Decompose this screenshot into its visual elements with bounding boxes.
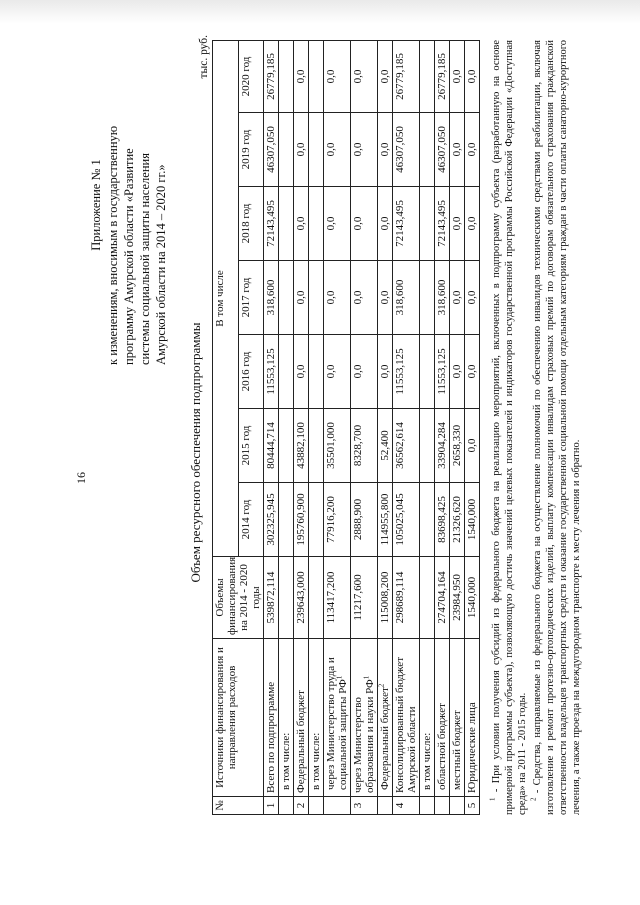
cell-year-value: 46307,050 [435, 113, 450, 187]
cell-year-value: 0,0 [450, 187, 465, 261]
cell-year-value: 0,0 [351, 41, 378, 113]
cell-year-value [279, 483, 294, 557]
cell-total: 1540,000 [465, 557, 480, 639]
cell-year-value: 0,0 [294, 261, 309, 335]
col-header-year: 2014 год [238, 483, 264, 557]
col-header-year: 2015 год [238, 409, 264, 483]
cell-year-value: 0,0 [378, 113, 393, 187]
funding-table [212, 40, 480, 815]
cell-year-value: 0,0 [465, 113, 480, 187]
cell-year-value: 33904,284 [435, 409, 450, 483]
cell-year-value [279, 113, 294, 187]
cell-year-value: 0,0 [324, 335, 351, 409]
cell-total: 539872,114 [264, 557, 279, 639]
table-row [465, 41, 480, 815]
cell-year-value: 36562,614 [393, 409, 420, 483]
appendix-line: системы социальной защиты населения [138, 153, 152, 365]
cell-year-value: 0,0 [351, 335, 378, 409]
cell-year-value: 80444,714 [264, 409, 279, 483]
cell-year-value: 318,600 [264, 261, 279, 335]
table-row [450, 41, 465, 815]
cell-year-value: 195760,900 [294, 483, 309, 557]
row-label [435, 639, 450, 797]
cell-year-value: 21326,620 [450, 483, 465, 557]
cell-year-value: 318,600 [435, 261, 450, 335]
cell-year-value: 0,0 [324, 187, 351, 261]
row-number [420, 797, 435, 815]
row-label-text: Консолидированный бюджет Амурской области [394, 656, 418, 793]
cell-year-value: 0,0 [450, 41, 465, 113]
cell-year-value [309, 335, 324, 409]
cell-year-value: 0,0 [324, 113, 351, 187]
table-row [378, 41, 393, 815]
table-row [435, 41, 450, 815]
row-label-text: через Министерство образования и науки РФ [352, 679, 376, 793]
funding-table-wrapper [212, 41, 480, 815]
cell-year-value: 72143,495 [393, 187, 420, 261]
row-label [309, 639, 324, 797]
appendix-line: к изменениям, вносимым в государственную [106, 125, 120, 365]
appendix-line: Приложение № 1 [89, 159, 103, 251]
cell-year-value [420, 187, 435, 261]
cell-year-value: 72143,495 [264, 187, 279, 261]
cell-year-value: 114955,800 [378, 483, 393, 557]
cell-year-value: 8328,700 [351, 409, 378, 483]
table-row [420, 41, 435, 815]
row-label-text: в том числе: [280, 732, 292, 790]
footnote [531, 40, 583, 815]
cell-year-value: 2888,900 [351, 483, 378, 557]
cell-year-value [279, 187, 294, 261]
footnote-ref: 1 [335, 675, 344, 680]
table-row [264, 41, 279, 815]
cell-year-value: 302325,945 [264, 483, 279, 557]
row-number: 3 [351, 797, 378, 815]
col-header-volume: Объемы финансирования на 2014 - 2020 годы [213, 557, 264, 639]
row-label [393, 639, 420, 797]
cell-year-value: 0,0 [450, 261, 465, 335]
cell-total: 113417,200 [324, 557, 351, 639]
cell-year-value: 0,0 [351, 187, 378, 261]
cell-year-value [309, 113, 324, 187]
table-row [324, 41, 351, 815]
appendix-line: программу Амурской области «Развитие [122, 148, 136, 365]
col-header-year: 2019 год [238, 113, 264, 187]
table-row [279, 41, 294, 815]
cell-year-value: 0,0 [351, 113, 378, 187]
row-number [378, 797, 393, 815]
cell-year-value: 0,0 [351, 261, 378, 335]
cell-year-value: 35501,000 [324, 409, 351, 483]
cell-year-value [309, 409, 324, 483]
cell-year-value: 0,0 [465, 41, 480, 113]
col-header-year: 2018 год [238, 187, 264, 261]
cell-total [309, 557, 324, 639]
cell-year-value: 0,0 [465, 335, 480, 409]
cell-year-value: 0,0 [465, 261, 480, 335]
cell-year-value: 0,0 [294, 41, 309, 113]
row-label-text: Федеральный бюджет [379, 687, 391, 790]
row-label-text: Юридические лица [466, 702, 478, 793]
row-label [465, 639, 480, 797]
cell-year-value: 0,0 [294, 335, 309, 409]
cell-year-value [279, 409, 294, 483]
cell-year-value: 11553,125 [435, 335, 450, 409]
col-header-including: В том числе [213, 41, 239, 557]
cell-year-value: 52,400 [378, 409, 393, 483]
cell-total [420, 557, 435, 639]
cell-total [279, 557, 294, 639]
col-header-source: Источники финансирования и направления расходов [213, 639, 264, 797]
footnotes [490, 40, 585, 815]
col-header-num: № [213, 797, 264, 815]
row-number [450, 797, 465, 815]
table-title: Объем ресурсного обеспечения подпрограммы [188, 322, 203, 583]
cell-year-value: 83698,425 [435, 483, 450, 557]
cell-year-value: 0,0 [324, 261, 351, 335]
cell-year-value: 46307,050 [393, 113, 420, 187]
cell-year-value: 46307,050 [264, 113, 279, 187]
row-number: 4 [393, 797, 420, 815]
cell-year-value [420, 261, 435, 335]
cell-year-value: 318,600 [393, 261, 420, 335]
cell-year-value: 11553,125 [393, 335, 420, 409]
row-number [435, 797, 450, 815]
row-label-text: Всего по подпрограмме [265, 681, 277, 793]
table-row [351, 41, 378, 815]
cell-year-value: 1540,000 [465, 483, 480, 557]
footnote-text: - Средства, направляемые из федерального бюджета на осуществление полномочий по обеспечению инвалидов техническими средствами реабилитации, включая изготовление и ремонт протезно-ортопедических изделий, выплату компенсации инвалидам страховых премий по договорам обязательного страхования гражданской ответственности владельцев транспортных средств и оказание государственной социальной помощи отдельным категориям граждан в части оплаты санаторно-курортного лечения, а также проезда на междугородном транспорте к месту лечения и обратно. [532, 40, 582, 815]
cell-year-value [420, 409, 435, 483]
row-label [378, 639, 393, 797]
cell-year-value [309, 41, 324, 113]
row-label [294, 639, 309, 797]
cell-year-value: 26779,185 [435, 41, 450, 113]
cell-year-value: 26779,185 [393, 41, 420, 113]
cell-year-value: 0,0 [450, 335, 465, 409]
cell-year-value: 0,0 [450, 113, 465, 187]
footnote [490, 40, 529, 815]
cell-year-value [309, 261, 324, 335]
appendix-header [88, 45, 169, 365]
col-header-year: 2017 год [238, 261, 264, 335]
row-label-text: областной бюджет [436, 703, 448, 790]
cell-year-value [279, 335, 294, 409]
footnote-mark: 1 [488, 797, 497, 801]
appendix-line: Амурской области на 2014 – 2020 гг.» [154, 164, 168, 365]
cell-year-value [420, 335, 435, 409]
row-label-text: в том числе: [421, 732, 433, 790]
cell-year-value: 0,0 [294, 113, 309, 187]
table-body [264, 41, 480, 815]
cell-year-value: 0,0 [378, 335, 393, 409]
cell-year-value [309, 483, 324, 557]
cell-year-value [420, 113, 435, 187]
cell-year-value: 26779,185 [264, 41, 279, 113]
cell-year-value: 105025,045 [393, 483, 420, 557]
cell-year-value: 43882,100 [294, 409, 309, 483]
cell-year-value: 0,0 [324, 41, 351, 113]
row-label [420, 639, 435, 797]
page-number: 16 [74, 472, 88, 484]
cell-year-value: 0,0 [378, 261, 393, 335]
footnote-mark: 2 [529, 797, 538, 801]
row-number [324, 797, 351, 815]
cell-year-value: 2658,330 [450, 409, 465, 483]
table-row [294, 41, 309, 815]
cell-year-value: 77916,200 [324, 483, 351, 557]
cell-year-value: 0,0 [465, 409, 480, 483]
cell-year-value: 0,0 [378, 41, 393, 113]
row-label-text: в том числе: [310, 732, 322, 790]
cell-year-value [420, 41, 435, 113]
row-label [450, 639, 465, 797]
table-row [393, 41, 420, 815]
cell-total: 274704,164 [435, 557, 450, 639]
row-label [351, 639, 378, 797]
cell-year-value [279, 261, 294, 335]
cell-year-value: 0,0 [294, 187, 309, 261]
col-header-year: 2016 год [238, 335, 264, 409]
cell-year-value: 0,0 [465, 187, 480, 261]
row-number [309, 797, 324, 815]
row-label-text: местный бюджет [451, 710, 463, 790]
row-label-text: через Министерство труда и социальной защиты РФ [325, 657, 349, 790]
footnote-ref: 2 [377, 683, 386, 688]
cell-year-value: 72143,495 [435, 187, 450, 261]
row-number [279, 797, 294, 815]
row-label [324, 639, 351, 797]
cell-year-value: 0,0 [378, 187, 393, 261]
col-header-year: 2020 год [238, 41, 264, 113]
footnote-text: - При условии получения субсидий из федерального бюджета на реализацию мероприятий, включенных в подпрограмму субъекта (разработанную на основе примерной программы субъекта), позволяющую достичь значений целевых показателей и индикаторов государственной программы Российской Федерации «Доступная среда» на 2011 - 2015 годы. [491, 40, 528, 815]
cell-total: 11217,600 [351, 557, 378, 639]
row-number: 5 [465, 797, 480, 815]
cell-total: 239643,000 [294, 557, 309, 639]
row-number: 2 [294, 797, 309, 815]
cell-year-value [420, 483, 435, 557]
cell-total: 298689,114 [393, 557, 420, 639]
table-row [309, 41, 324, 815]
cell-total: 115008,200 [378, 557, 393, 639]
row-number: 1 [264, 797, 279, 815]
cell-year-value [309, 187, 324, 261]
row-label-text: Федеральный бюджет [295, 690, 307, 793]
row-label [279, 639, 294, 797]
footnote-ref: 1 [362, 675, 371, 680]
header-row [213, 41, 239, 815]
row-label [264, 639, 279, 797]
cell-total: 23984,950 [450, 557, 465, 639]
units-label: тыс. руб. [198, 35, 210, 79]
cell-year-value [279, 41, 294, 113]
cell-year-value: 11553,125 [264, 335, 279, 409]
